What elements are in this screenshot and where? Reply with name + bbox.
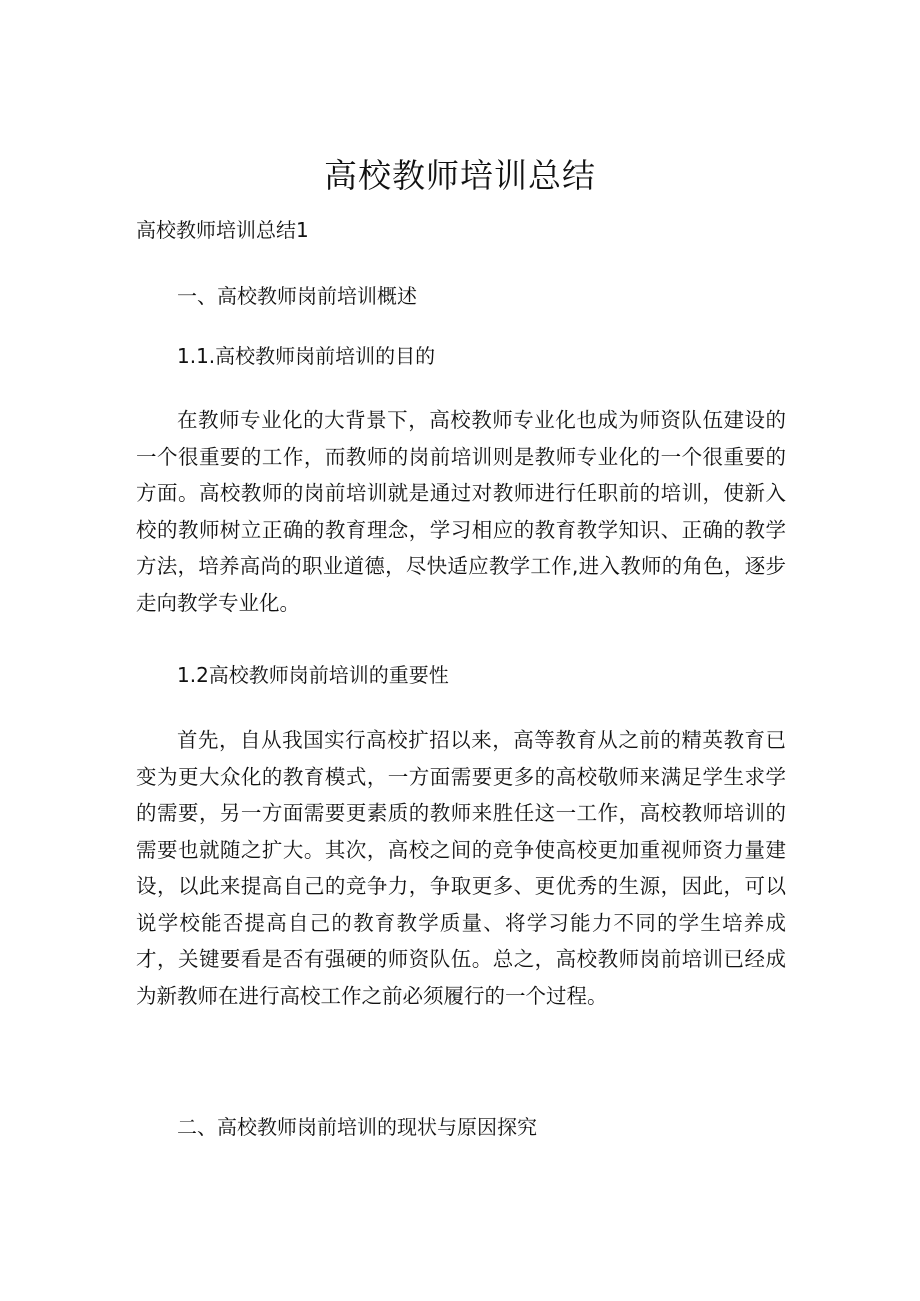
section-1-heading: 一、高校教师岗前培训概述 [177, 284, 417, 308]
section-1-1-heading: 1.1.高校教师岗前培训的目的 [177, 344, 436, 368]
page-title: 高校教师培训总结 [324, 156, 596, 195]
section-1-2-heading: 1.2高校教师岗前培训的重要性 [177, 663, 449, 687]
section-1-1-paragraph: 在教师专业化的大背景下，高校教师专业化也成为师资队伍建设的一个很重要的工作，而教师的岗前培训则是教师专业化的一个很重要的方面。高校教师的岗前培训就是通过对教师进行任职前的培训，使新入校的教师树立正确的教育理念，学习相应的教育教学知识、正确的教学方法，培养高尚的职业道德，尽快适应教学工作,进入教师的角色，逐步走向教学专业化。 [136, 408, 786, 615]
document-subtitle: 高校教师培训总结1 [136, 218, 309, 242]
section-2-heading: 二、高校教师岗前培训的现状与原因探究 [177, 1115, 537, 1139]
section-1-2-paragraph: 首先，自从我国实行高校扩招以来，高等教育从之前的精英教育已变为更大众化的教育模式，一方面需要更多的高校敬师来满足学生求学的需要，另一方面需要更素质的教师来胜任这一工作，高校教师培训的需要也就随之扩大。其次，高校之间的竞争使高校更加重视师资力量建设，以此来提高自己的竞争力，争取更多、更优秀的生源，因此，可以说学校能否提高自己的教育教学质量、将学习能力不同的学生培养成才，关键要看是否有强硬的师资队伍。总之，高校教师岗前培训已经成为新教师在进行高校工作之前必须履行的一个过程。 [136, 728, 786, 1008]
